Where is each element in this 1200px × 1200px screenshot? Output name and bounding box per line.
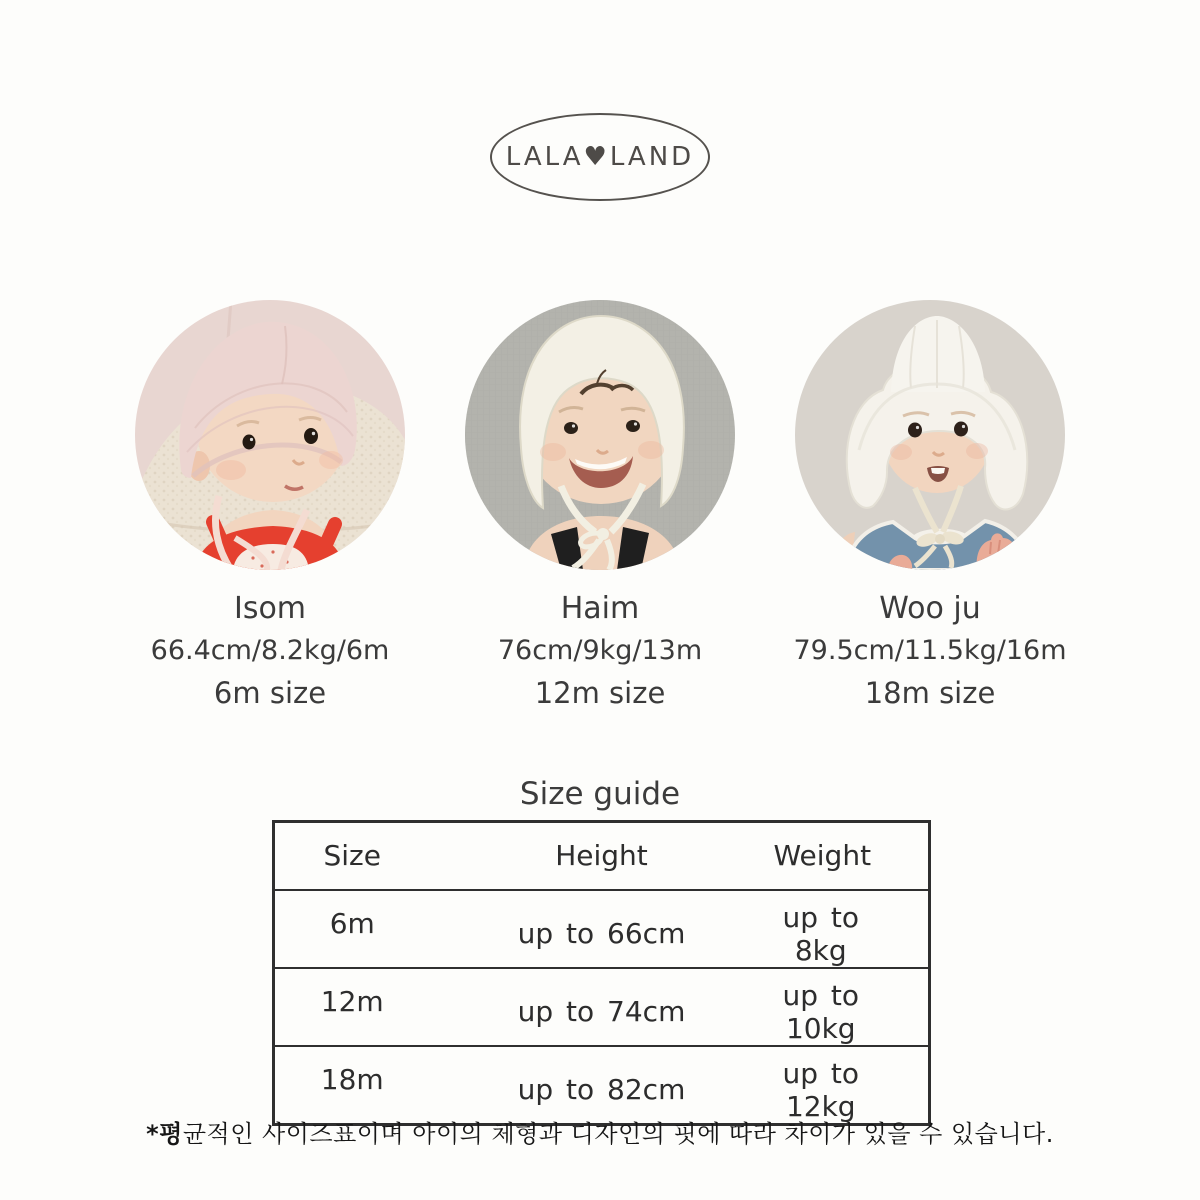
model-card-haim (465, 300, 735, 714)
column-header-height: Height (555, 839, 648, 873)
wooju-photo-illustration (795, 300, 1065, 570)
model-card-isom (135, 300, 405, 714)
model-size: 12m size (534, 676, 666, 710)
size-guide-row-18m (274, 1046, 930, 1125)
cell-size: 18m (274, 1046, 430, 1125)
model-caption (498, 588, 702, 714)
model-measurements: 66.4cm/8.2kg/6m (150, 635, 390, 666)
cell-height: up to 74cm (430, 968, 774, 1046)
model-measurements: 76cm/9kg/13m (497, 635, 703, 666)
model-name: Isom (233, 591, 307, 626)
model-name: Haim (560, 591, 640, 626)
cell-weight: up to 8kg (774, 890, 930, 968)
haim-photo-illustration (465, 300, 735, 570)
size-guide-title: Size guide (519, 776, 681, 812)
cell-weight: up to 10kg (774, 968, 930, 1046)
brand-logo-text: LALA♥LAND (505, 142, 695, 172)
size-guide-row-6m (274, 890, 930, 968)
model-caption (794, 588, 1067, 714)
footnote: *평균적인 사이즈표이며 아이의 체형과 디자인의 핏에 따라 차이가 있을 수 있습니다. (146, 1120, 1054, 1148)
size-guide-header-row (274, 822, 930, 890)
model-photo-isom (135, 300, 405, 570)
model-measurements: 79.5cm/11.5kg/16m (793, 635, 1067, 666)
brand-logo (490, 113, 710, 201)
model-name: Woo ju (879, 591, 981, 626)
cell-size: 6m (274, 890, 430, 968)
model-card-wooju (795, 300, 1065, 714)
cell-weight: up to 12kg (774, 1046, 930, 1125)
cell-height: up to 82cm (430, 1046, 774, 1125)
cell-height: up to 66cm (430, 890, 774, 968)
size-guide-row-12m (274, 968, 930, 1046)
model-size: 18m size (864, 676, 996, 710)
model-size: 6m size (213, 676, 327, 710)
column-header-size: Size (323, 839, 381, 873)
isom-photo-illustration (135, 300, 405, 570)
size-guide-table (272, 820, 931, 1126)
model-photo-wooju (795, 300, 1065, 570)
model-caption (151, 588, 390, 714)
model-photo-haim (465, 300, 735, 570)
models-row (0, 300, 1200, 714)
cell-size: 12m (274, 968, 430, 1046)
column-header-weight: Weight (773, 839, 872, 873)
